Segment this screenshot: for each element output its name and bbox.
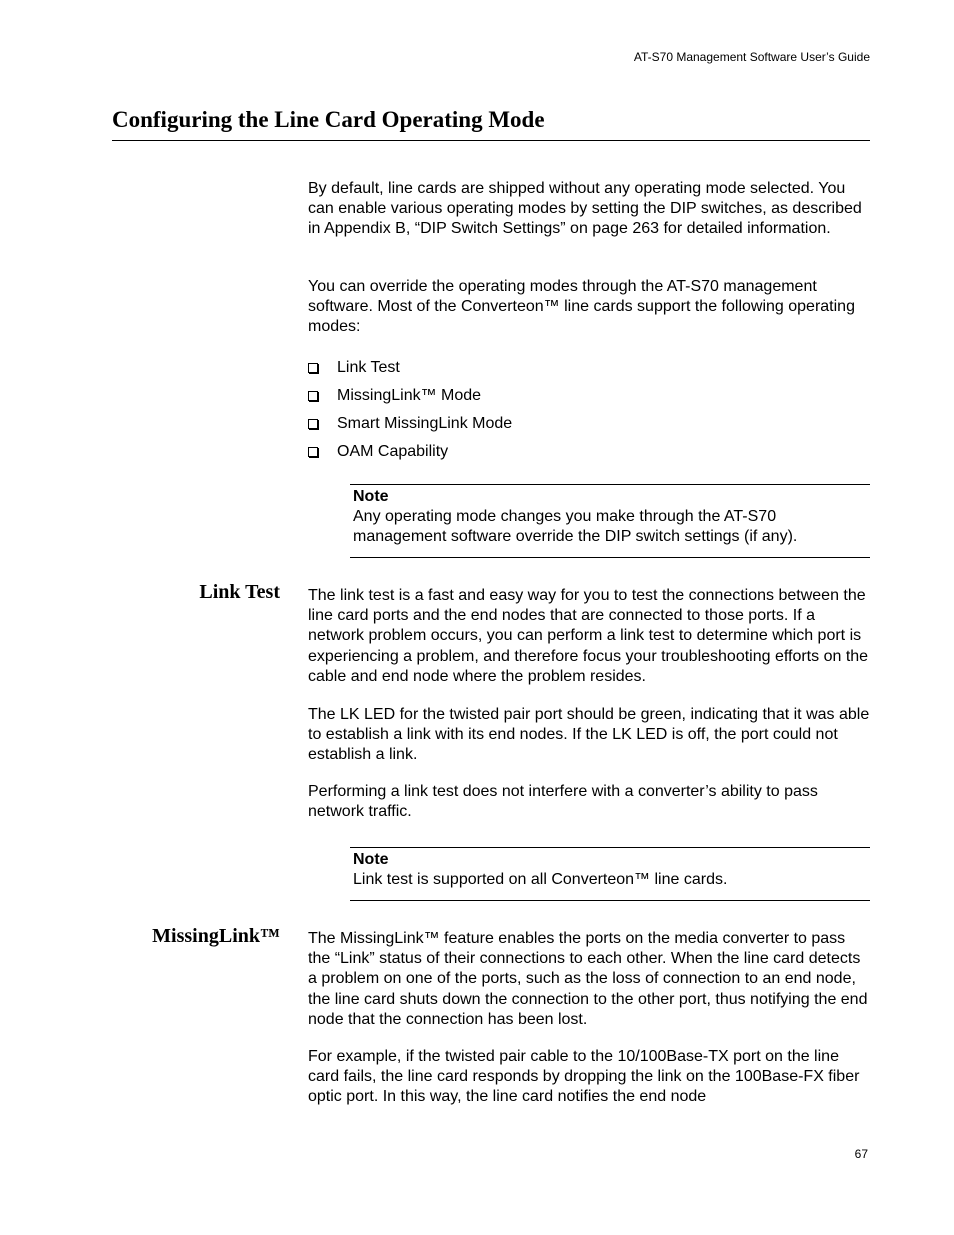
note-text: Link test is supported on all Converteon™ line cards. — [353, 871, 728, 889]
title-divider — [112, 140, 870, 141]
note-box-link-test — [350, 847, 870, 901]
list-item-label: Link Test — [337, 359, 400, 376]
list-item-label: Smart MissingLink Mode — [337, 415, 513, 432]
link-test-paragraph-2: The LK LED for the twisted pair port should be green, indicating that it was able to establish a link with its end nodes. If the LK LED is off, the port could not establish a link. — [308, 706, 870, 764]
running-header: AT-S70 Management Software User’s Guide — [633, 50, 870, 64]
missinglink-heading: MissingLink™ — [152, 925, 280, 947]
link-test-paragraph-3: Performing a link test does not interfere with a converter’s ability to pass network traffic. — [308, 783, 818, 821]
page-number: 67 — [854, 1147, 868, 1161]
intro-paragraph-2: You can override the operating modes through the AT-S70 management software. Most of the Converteon™ line cards support the following operating modes: — [308, 278, 855, 336]
note-label: Note — [353, 851, 389, 868]
missinglink-paragraph-1: The MissingLink™ feature enables the ports on the media converter to pass the “Link” status of their connections to each other. When the line card detects a problem on one of the ports, such as the loss of connection to an end node, the line card shuts down the connection to the other port, thus notifying the end node that the connection has been lost. — [308, 930, 868, 1028]
checkbox-bullet-icon — [308, 363, 318, 373]
checkbox-bullet-icon — [308, 447, 318, 457]
page-title: Configuring the Line Card Operating Mode — [112, 107, 545, 132]
checkbox-bullet-icon — [308, 391, 318, 401]
note-text: Any operating mode changes you make through the AT-S70 management software override the DIP switch settings (if any). — [353, 508, 798, 546]
intro-paragraph-1: By default, line cards are shipped without any operating mode selected. You can enable various operating modes by setting the DIP switches, as described in Appendix B, “DIP Switch Settings” on page 263 for detailed information. — [308, 180, 862, 238]
link-test-paragraph-1: The link test is a fast and easy way for you to test the connections between the line card ports and the end nodes that are connected to those ports. If a network problem occurs, you can perform a link test to determine which port is experiencing a problem, and therefore focus your troubleshooting efforts on the cable and end node where the problem resides. — [308, 587, 869, 685]
missinglink-paragraph-2: For example, if the twisted pair cable to the 10/100Base-TX port on the line card fails, the line card responds by dropping the link on the 100Base-FX fiber optic port. In this way, the line card notifies the end node — [308, 1048, 860, 1106]
list-item — [308, 410, 512, 438]
link-test-heading: Link Test — [199, 581, 280, 603]
note-label: Note — [353, 488, 389, 505]
checkbox-bullet-icon — [308, 419, 318, 429]
list-item-label: OAM Capability — [337, 443, 449, 460]
note-box-dip-switch — [350, 484, 870, 558]
list-item — [308, 354, 512, 382]
list-item-label: MissingLink™ Mode — [337, 387, 482, 404]
operating-modes-list — [308, 354, 512, 466]
list-item — [308, 382, 512, 410]
list-item — [308, 438, 512, 466]
